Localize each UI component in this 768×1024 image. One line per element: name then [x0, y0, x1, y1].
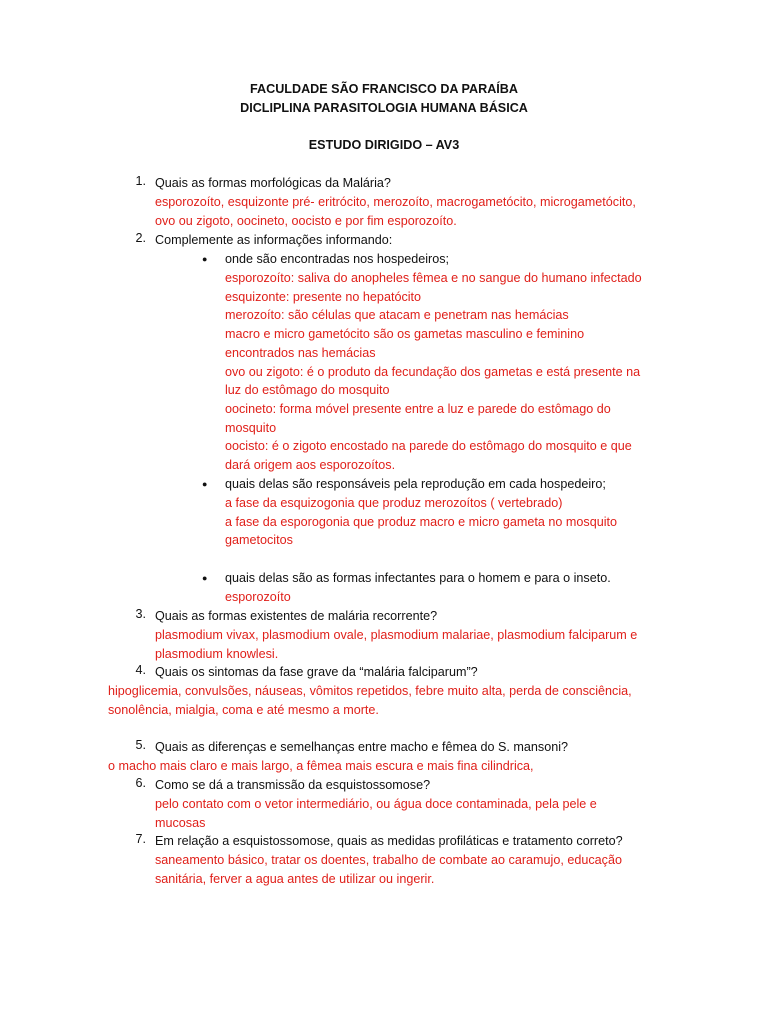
- document-header: [0, 80, 768, 117]
- answer-line: dará origem aos esporozoítos.: [225, 458, 396, 473]
- answer: [225, 269, 642, 475]
- discipline-name: DICLIPLINA PARASITOLOGIA HUMANA BÁSICA: [240, 100, 528, 115]
- question-text: Quais os sintomas da fase grave da “malária falciparum”?: [155, 665, 478, 679]
- answer-line: gametocitos: [225, 533, 293, 548]
- answer-line: oocisto: é o zigoto encostado na parede do estômago do mosquito e que: [225, 439, 632, 454]
- question-number: 1.: [135, 174, 146, 188]
- question-number: 4.: [135, 663, 146, 677]
- answer: [155, 795, 597, 832]
- answer-line: plasmodium knowlesi.: [155, 646, 279, 661]
- bullet-icon: ●: [202, 479, 208, 489]
- answer: [225, 588, 291, 607]
- answer-line: esquizonte: presente no hepatócito: [225, 289, 422, 304]
- institution-name: FACULDADE SÃO FRANCISCO DA PARAÍBA: [250, 82, 518, 96]
- answer-line: oocineto: forma móvel presente entre a luz e parede do estômago do: [225, 401, 611, 416]
- question-text: Quais as diferenças e semelhanças entre macho e fêmea do S. mansoni?: [155, 740, 569, 754]
- answer-line: mosquito: [225, 420, 277, 435]
- question-text: Quais as formas morfológicas da Malária?: [155, 176, 391, 190]
- answer-line: a fase da esporogonia que produz macro e micro gameta no mosquito: [225, 514, 618, 529]
- question-text: Quais as formas existentes de malária recorrente?: [155, 609, 438, 623]
- answer-line: mucosas: [155, 815, 206, 830]
- bullet-icon: ●: [202, 573, 208, 583]
- answer-line: encontrados nas hemácias: [225, 345, 376, 360]
- answer-line: luz do estômago do mosquito: [225, 383, 390, 398]
- question-number: 2.: [135, 231, 146, 245]
- bullet-text: quais delas são as formas infectantes para o homem e para o inseto.: [225, 571, 611, 585]
- answer-line: ovo ou zigoto: é o produto da fecundação dos gametas e está presente na: [225, 364, 641, 379]
- answer: [108, 682, 632, 719]
- answer-line: saneamento básico, tratar os doentes, trabalho de combate ao caramujo, educação: [155, 853, 622, 867]
- question-number: 5.: [135, 738, 146, 752]
- answer-line: esporozoíto: [225, 590, 291, 604]
- answer-line: a fase da esquizogonia que produz merozoítos ( vertebrado): [225, 496, 563, 510]
- answer: [225, 494, 617, 550]
- bullet-icon: ●: [202, 254, 208, 264]
- question-number: 7.: [135, 832, 146, 846]
- bullet-text: onde são encontradas nos hospedeiros;: [225, 252, 450, 266]
- question-text: Como se dá a transmissão da esquistossomose?: [155, 778, 431, 792]
- answer-line: o macho mais claro e mais largo, a fêmea mais escura e mais fina cilindrica,: [108, 759, 534, 773]
- answer-line: sonolência, mialgia, coma e até mesmo a morte.: [108, 702, 379, 717]
- answer-line: pelo contato com o vetor intermediário, ou água doce contaminada, pela pele e: [155, 797, 597, 811]
- document-title: ESTUDO DIRIGIDO – AV3: [308, 138, 460, 152]
- answer-line: plasmodium vivax, plasmodium ovale, plasmodium malariae, plasmodium falciparum e: [155, 628, 638, 642]
- question-text: Em relação a esquistossomose, quais as medidas profiláticas e tratamento correto?: [155, 834, 623, 848]
- question-number: 3.: [135, 607, 146, 621]
- answer: [108, 757, 534, 776]
- question-text: Complemente as informações informando:: [155, 233, 393, 247]
- answer: [155, 851, 622, 888]
- answer-line: macro e micro gametócito são os gametas masculino e feminino: [225, 327, 585, 342]
- bullet-text: quais delas são responsáveis pela reprodução em cada hospedeiro;: [225, 477, 606, 491]
- answer-line: sanitária, ferver a agua antes de utilizar ou ingerir.: [155, 871, 435, 886]
- answer-line: ovo ou zigoto, oocineto, oocisto e por fim esporozoíto.: [155, 213, 457, 228]
- answer: [155, 193, 636, 230]
- answer-line: esporozoíto, esquizonte pré- eritrócito, merozoíto, macrogametócito, microgametócito,: [155, 195, 636, 209]
- answer-line: hipoglicemia, convulsões, náuseas, vômitos repetidos, febre muito alta, perda de consciência,: [108, 684, 632, 698]
- answer: [155, 626, 637, 663]
- question-number: 6.: [135, 776, 146, 790]
- answer-line: merozoíto: são células que atacam e penetram nas hemácias: [225, 308, 569, 323]
- answer-line: esporozoíto: saliva do anopheles fêmea e no sangue do humano infectado: [225, 271, 642, 285]
